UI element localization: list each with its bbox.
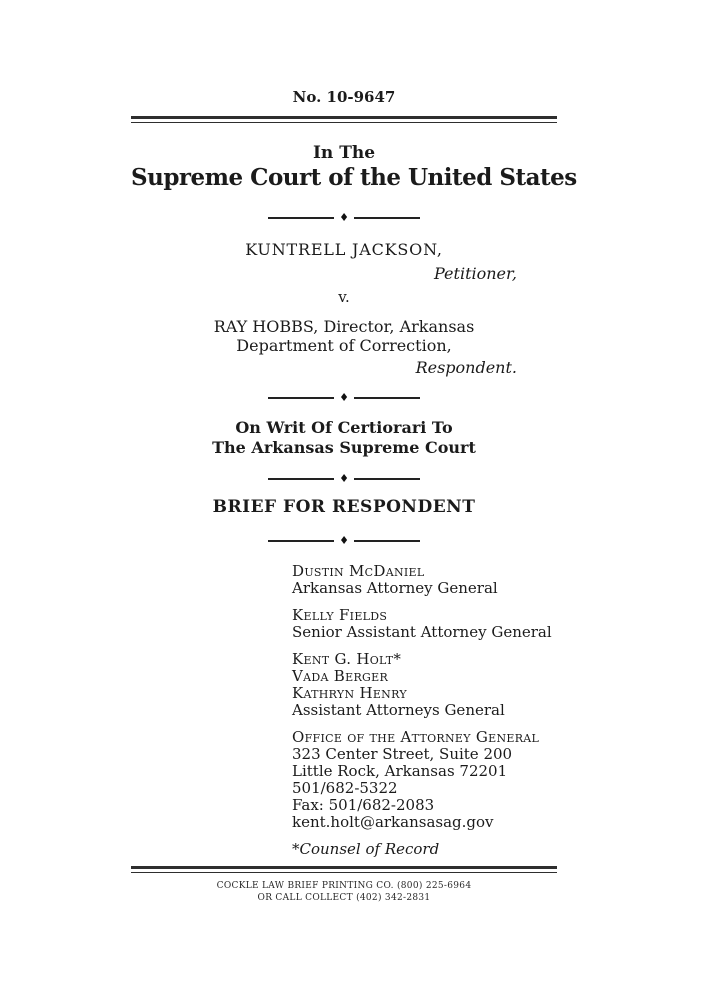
- brief-title: BRIEF FOR RESPONDENT: [212, 497, 476, 517]
- diamond-icon: ♦: [339, 534, 349, 547]
- double-rule-bottom: [131, 866, 557, 873]
- respondent-name: [131, 317, 557, 355]
- counsel-name: Dustin McDaniel: [292, 562, 425, 580]
- writ-line1: On Writ Of Certiorari To: [235, 418, 453, 437]
- section-divider: [131, 391, 557, 404]
- divider-line: [354, 540, 420, 542]
- office-address-line2: Little Rock, Arkansas 72201: [292, 762, 508, 780]
- office-email: kent.holt@arkansasag.gov: [292, 813, 494, 831]
- court-title: Supreme Court of the United States: [131, 164, 577, 191]
- diamond-icon: ♦: [339, 472, 349, 485]
- divider-line: [268, 540, 334, 542]
- double-rule-top: [131, 116, 557, 123]
- divider-line: [268, 397, 334, 399]
- diamond-icon: ♦: [339, 211, 349, 224]
- counsel-group: [292, 563, 557, 597]
- counsel-name: Kent G. Holt*: [292, 650, 402, 668]
- docket-number: No. 10-9647: [292, 88, 396, 106]
- counsel-title: Senior Assistant Attorney General: [292, 623, 552, 641]
- office-phone: 501/682-5322: [292, 779, 398, 797]
- section-divider: [131, 472, 557, 485]
- counsel-group: [292, 607, 557, 641]
- counsel-block: [292, 563, 557, 858]
- diamond-icon: ♦: [339, 391, 349, 404]
- divider-line: [354, 217, 420, 219]
- petitioner-role: Petitioner,: [434, 264, 517, 283]
- section-divider: [131, 534, 557, 547]
- counsel-title: Arkansas Attorney General: [292, 579, 498, 597]
- counsel-of-record-note: *Counsel of Record: [292, 840, 440, 858]
- office-name: Office of the Attorney General: [292, 728, 540, 746]
- office-fax: Fax: 501/682-2083: [292, 796, 435, 814]
- divider-line: [268, 217, 334, 219]
- petitioner-name: KUNTRELL JACKSON,: [245, 240, 443, 259]
- printer-credit: [131, 880, 557, 904]
- counsel-title: Assistant Attorneys General: [292, 701, 505, 719]
- divider-line: [354, 478, 420, 480]
- counsel-group: [292, 651, 557, 719]
- counsel-name: Kelly Fields: [292, 606, 388, 624]
- respondent-name-line1: RAY HOBBS, Director, Arkansas: [213, 317, 475, 336]
- writ-statement: [131, 418, 557, 458]
- printer-line1: COCKLE LAW BRIEF PRINTING CO. (800) 225-6964: [216, 881, 472, 891]
- divider-line: [354, 397, 420, 399]
- printer-line2: OR CALL COLLECT (402) 342-2831: [257, 893, 431, 903]
- section-divider: [131, 211, 557, 224]
- counsel-name: Kathryn Henry: [292, 684, 407, 702]
- respondent-role: Respondent.: [415, 358, 517, 377]
- respondent-name-line2: Department of Correction,: [236, 336, 452, 355]
- divider-line: [268, 478, 334, 480]
- court-pre-title: In The: [312, 143, 376, 163]
- counsel-office: [292, 729, 557, 831]
- versus: v.: [338, 288, 350, 306]
- counsel-name: Vada Berger: [292, 667, 389, 685]
- document-column: [131, 0, 577, 904]
- writ-line2: The Arkansas Supreme Court: [212, 438, 476, 457]
- office-address-line1: 323 Center Street, Suite 200: [292, 745, 513, 763]
